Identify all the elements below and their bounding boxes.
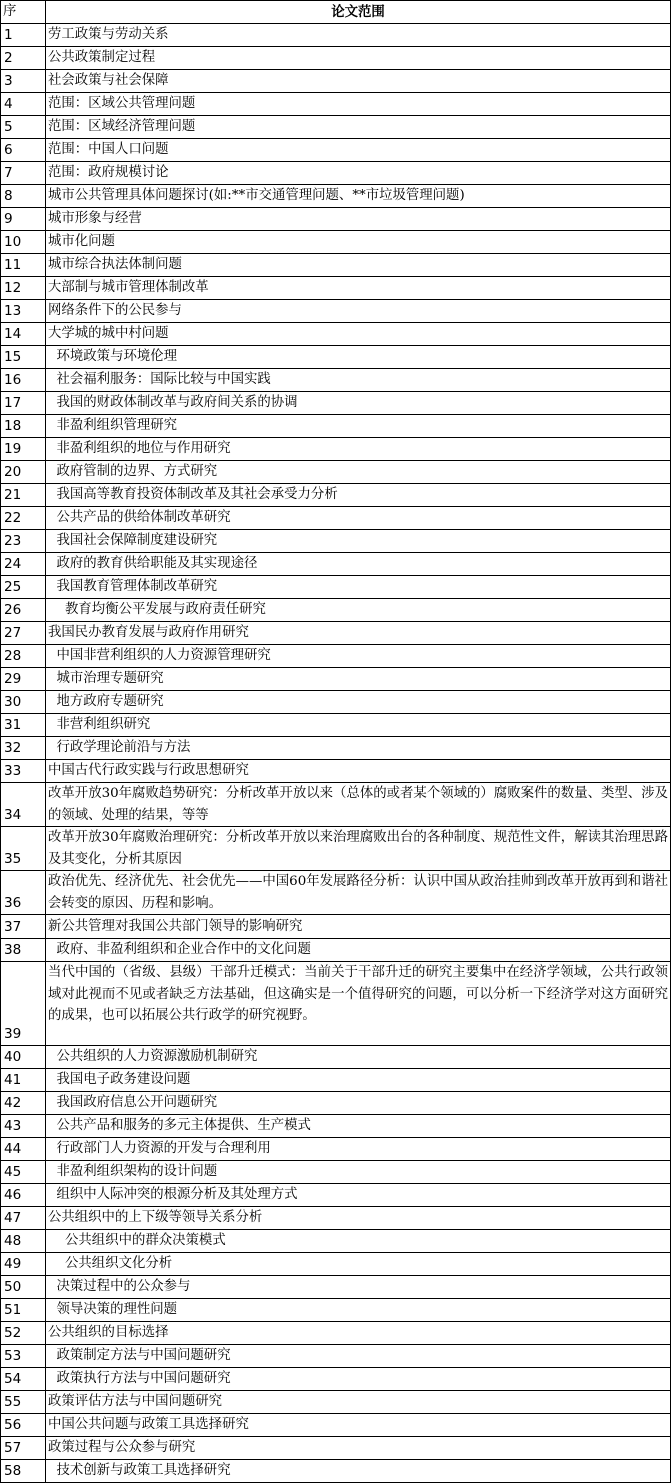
row-number: 45 <box>1 1161 46 1184</box>
topic-title: 政府管制的边界、方式研究 <box>46 461 671 484</box>
table-row <box>1 939 671 962</box>
topic-title: 城市化问题 <box>46 231 671 254</box>
topic-title: 社会政策与社会保障 <box>46 70 671 93</box>
topic-title: 地方政府专题研究 <box>46 691 671 714</box>
topic-title: 公共政策制定过程 <box>46 47 671 70</box>
row-number: 26 <box>1 599 46 622</box>
table-body <box>1 24 671 1483</box>
row-number: 2 <box>1 47 46 70</box>
topic-title: 非盈利组织管理研究 <box>46 415 671 438</box>
row-number: 39 <box>1 962 46 1046</box>
table-row <box>1 599 671 622</box>
table-row <box>1 1230 671 1253</box>
row-number: 16 <box>1 369 46 392</box>
topic-title: 公共组织中的群众决策模式 <box>46 1230 671 1253</box>
table-row <box>1 1069 671 1092</box>
topic-title: 公共组织中的上下级等领导关系分析 <box>46 1207 671 1230</box>
table-row <box>1 231 671 254</box>
table-row <box>1 1184 671 1207</box>
topic-title: 我国政府信息公开问题研究 <box>46 1092 671 1115</box>
table-row <box>1 714 671 737</box>
row-number: 3 <box>1 70 46 93</box>
row-number: 46 <box>1 1184 46 1207</box>
row-number: 54 <box>1 1368 46 1391</box>
table-row <box>1 461 671 484</box>
topic-title: 改革开放30年腐败趋势研究：分析改革开放以来（总体的或者某个领域的）腐败案件的数量、类型、涉及的领域、处理的结果，等等 <box>46 783 671 827</box>
row-number: 31 <box>1 714 46 737</box>
row-number: 4 <box>1 93 46 116</box>
row-number: 12 <box>1 277 46 300</box>
topic-title: 公共产品的供给体制改革研究 <box>46 507 671 530</box>
row-number: 58 <box>1 1460 46 1483</box>
table-row <box>1 438 671 461</box>
table-row <box>1 645 671 668</box>
row-number: 57 <box>1 1437 46 1460</box>
topic-title: 政府的教育供给职能及其实现途径 <box>46 553 671 576</box>
row-number: 10 <box>1 231 46 254</box>
table-row <box>1 1437 671 1460</box>
topic-title: 城市形象与经营 <box>46 208 671 231</box>
row-number: 49 <box>1 1253 46 1276</box>
table-row <box>1 760 671 783</box>
topic-title: 公共组织的人力资源激励机制研究 <box>46 1046 671 1069</box>
table-row <box>1 300 671 323</box>
table-row <box>1 553 671 576</box>
table-row <box>1 277 671 300</box>
row-number: 34 <box>1 783 46 827</box>
row-number: 28 <box>1 645 46 668</box>
table-row <box>1 737 671 760</box>
table-row <box>1 1322 671 1345</box>
row-number: 20 <box>1 461 46 484</box>
table-row <box>1 1299 671 1322</box>
row-number: 23 <box>1 530 46 553</box>
topic-title: 我国教育管理体制改革研究 <box>46 576 671 599</box>
topic-title: 非盈利组织的地位与作用研究 <box>46 438 671 461</box>
table-row <box>1 576 671 599</box>
topic-title: 城市公共管理具体问题探讨(如:**市交通管理问题、**市垃圾管理问题) <box>46 185 671 208</box>
topic-title: 政策执行方法与中国问题研究 <box>46 1368 671 1391</box>
row-number: 18 <box>1 415 46 438</box>
table-row <box>1 1414 671 1437</box>
table-row <box>1 1253 671 1276</box>
topic-title: 政策过程与公众参与研究 <box>46 1437 671 1460</box>
table-row <box>1 185 671 208</box>
topic-title: 我国民办教育发展与政府作用研究 <box>46 622 671 645</box>
table-row <box>1 827 671 871</box>
table-row <box>1 1345 671 1368</box>
row-number: 33 <box>1 760 46 783</box>
table-row <box>1 1138 671 1161</box>
row-number: 47 <box>1 1207 46 1230</box>
title-header: 论文范围 <box>46 1 671 24</box>
topic-title: 领导决策的理性问题 <box>46 1299 671 1322</box>
table-row <box>1 871 671 915</box>
table-row <box>1 1207 671 1230</box>
row-number: 48 <box>1 1230 46 1253</box>
topic-title: 政策评估方法与中国问题研究 <box>46 1391 671 1414</box>
topic-title: 中国非营利组织的人力资源管理研究 <box>46 645 671 668</box>
row-number: 19 <box>1 438 46 461</box>
topic-title: 改革开放30年腐败治理研究：分析改革开放以来治理腐败出台的各种制度、规范性文件，解读其治理思路及其变化，分析其原因 <box>46 827 671 871</box>
table-row <box>1 622 671 645</box>
topic-title: 政府、非盈利组织和企业合作中的文化问题 <box>46 939 671 962</box>
topic-title: 劳工政策与劳动关系 <box>46 24 671 47</box>
table-row <box>1 691 671 714</box>
row-number: 15 <box>1 346 46 369</box>
row-number: 17 <box>1 392 46 415</box>
topic-title: 中国公共问题与政策工具选择研究 <box>46 1414 671 1437</box>
table-row <box>1 668 671 691</box>
row-number: 42 <box>1 1092 46 1115</box>
row-number: 11 <box>1 254 46 277</box>
row-number: 38 <box>1 939 46 962</box>
row-number: 55 <box>1 1391 46 1414</box>
table-row <box>1 1046 671 1069</box>
topic-title: 范围：政府规模讨论 <box>46 162 671 185</box>
table-row <box>1 1460 671 1483</box>
table-row <box>1 484 671 507</box>
topic-title: 组织中人际冲突的根源分析及其处理方式 <box>46 1184 671 1207</box>
table-row <box>1 962 671 1046</box>
row-number: 25 <box>1 576 46 599</box>
table-row <box>1 1391 671 1414</box>
table-row <box>1 392 671 415</box>
topic-title: 政策制定方法与中国问题研究 <box>46 1345 671 1368</box>
row-number: 24 <box>1 553 46 576</box>
topic-title: 非盈利组织架构的设计问题 <box>46 1161 671 1184</box>
topic-title: 当代中国的（省级、县级）干部升迁模式：当前关于干部升迁的研究主要集中在经济学领域，公共行政领域对此视而不见或者缺乏方法基础，但这确实是一个值得研究的问题，可以分析一下经济学对这方面研究的成果，也可以拓展公共行政学的研究视野。 <box>46 962 671 1046</box>
table-row <box>1 93 671 116</box>
table-row <box>1 24 671 47</box>
table-row <box>1 530 671 553</box>
row-number: 5 <box>1 116 46 139</box>
topic-title: 城市综合执法体制问题 <box>46 254 671 277</box>
table-row <box>1 1161 671 1184</box>
topic-title: 我国高等教育投资体制改革及其社会承受力分析 <box>46 484 671 507</box>
row-number: 6 <box>1 139 46 162</box>
topic-title: 教育均衡公平发展与政府责任研究 <box>46 599 671 622</box>
table-row <box>1 323 671 346</box>
topic-title: 决策过程中的公众参与 <box>46 1276 671 1299</box>
row-number: 7 <box>1 162 46 185</box>
topic-title: 我国电子政务建设问题 <box>46 1069 671 1092</box>
table-row <box>1 507 671 530</box>
table-row <box>1 208 671 231</box>
table-row <box>1 70 671 93</box>
table-row <box>1 254 671 277</box>
row-number: 44 <box>1 1138 46 1161</box>
table-row <box>1 346 671 369</box>
seq-header: 序 <box>1 1 46 24</box>
row-number: 21 <box>1 484 46 507</box>
table-row <box>1 47 671 70</box>
table-row <box>1 162 671 185</box>
row-number: 9 <box>1 208 46 231</box>
topic-title: 环境政策与环境伦理 <box>46 346 671 369</box>
row-number: 43 <box>1 1115 46 1138</box>
topic-title: 新公共管理对我国公共部门领导的影响研究 <box>46 915 671 939</box>
table-row <box>1 783 671 827</box>
row-number: 53 <box>1 1345 46 1368</box>
row-number: 30 <box>1 691 46 714</box>
row-number: 8 <box>1 185 46 208</box>
table-row <box>1 116 671 139</box>
table-row <box>1 1115 671 1138</box>
row-number: 32 <box>1 737 46 760</box>
topic-title: 大部制与城市管理体制改革 <box>46 277 671 300</box>
topic-title: 大学城的城中村问题 <box>46 323 671 346</box>
row-number: 52 <box>1 1322 46 1345</box>
row-number: 50 <box>1 1276 46 1299</box>
row-number: 29 <box>1 668 46 691</box>
table-row <box>1 369 671 392</box>
topic-title: 社会福利服务：国际比较与中国实践 <box>46 369 671 392</box>
header-row <box>1 1 671 24</box>
topic-title: 范围：区域经济管理问题 <box>46 116 671 139</box>
topic-title: 非营利组织研究 <box>46 714 671 737</box>
row-number: 56 <box>1 1414 46 1437</box>
topic-title: 政治优先、经济优先、社会优先——中国60年发展路径分析：认识中国从政治挂帅到改革开放再到和谐社会转变的原因、历程和影响。 <box>46 871 671 915</box>
topic-title: 中国古代行政实践与行政思想研究 <box>46 760 671 783</box>
row-number: 22 <box>1 507 46 530</box>
table-row <box>1 1368 671 1391</box>
topic-title: 技术创新与政策工具选择研究 <box>46 1460 671 1483</box>
row-number: 36 <box>1 871 46 915</box>
table-row <box>1 139 671 162</box>
row-number: 37 <box>1 915 46 939</box>
topic-title: 城市治理专题研究 <box>46 668 671 691</box>
row-number: 27 <box>1 622 46 645</box>
topic-title: 网络条件下的公民参与 <box>46 300 671 323</box>
topic-title: 行政学理论前沿与方法 <box>46 737 671 760</box>
topic-title: 公共产品和服务的多元主体提供、生产模式 <box>46 1115 671 1138</box>
topic-title: 我国社会保障制度建设研究 <box>46 530 671 553</box>
table-row <box>1 1276 671 1299</box>
row-number: 35 <box>1 827 46 871</box>
table-row <box>1 415 671 438</box>
table-row <box>1 1092 671 1115</box>
row-number: 13 <box>1 300 46 323</box>
row-number: 40 <box>1 1046 46 1069</box>
topic-title: 我国的财政体制改革与政府间关系的协调 <box>46 392 671 415</box>
topic-title: 行政部门人力资源的开发与合理利用 <box>46 1138 671 1161</box>
row-number: 41 <box>1 1069 46 1092</box>
row-number: 51 <box>1 1299 46 1322</box>
topic-title: 范围：区域公共管理问题 <box>46 93 671 116</box>
topic-title: 公共组织的目标选择 <box>46 1322 671 1345</box>
topic-title: 公共组织文化分析 <box>46 1253 671 1276</box>
row-number: 14 <box>1 323 46 346</box>
topic-title: 范围：中国人口问题 <box>46 139 671 162</box>
row-number: 1 <box>1 24 46 47</box>
table-row <box>1 915 671 939</box>
